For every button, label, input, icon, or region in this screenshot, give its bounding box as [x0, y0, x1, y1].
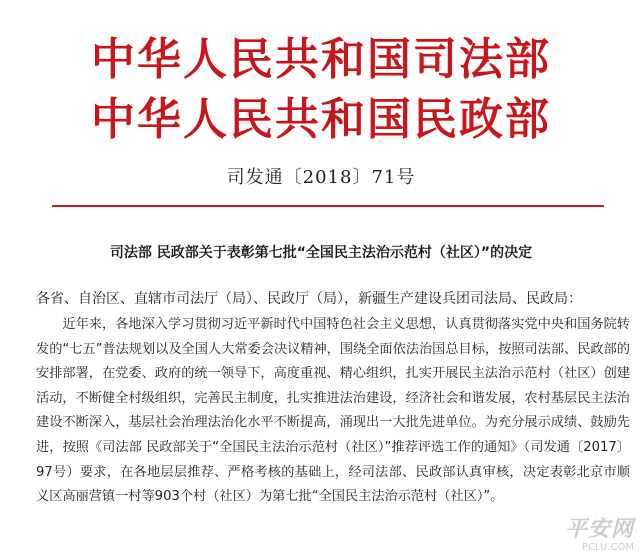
letterhead-ministry-of-civil-affairs: 中华人民共和国民政部	[91, 94, 551, 145]
letterhead-ministry-of-justice: 中华人民共和国司法部	[91, 34, 551, 85]
recipients-line: 各省、自治区、直辖市司法厅（局）、民政厅（局），新疆生产建设兵团司法局、民政局：	[36, 291, 582, 307]
site-watermark	[565, 518, 634, 554]
document-number: 司发通〔2018〕71号	[226, 167, 416, 188]
body-paragraph: 近年来，各地深入学习贯彻习近平新时代中国特色社会主义思想，认真贯彻落实党中央和国务院转发的“七五”普法规划以及全国人大常委会决议精神，围绕全面依法治国总目标，按照司法部、民政部的安排部署，在党委、政府的统一领导下，高度重视、精心组织，扎实开展民主法治示范村（社区）创建活动，不断健全村级组织，完善民主制度，扎实推进法治建设，经济社会和谐发展，农村基层民主法治建设不断深入，基层社会治理法治化水平不断提高，涌现出一大批先进单位。为充分展示成绩、鼓励先进，按照《司法部 民政部关于“全国民主法治示范村（社区）”推荐评选工作的通知》（司发通〔2017〕97号）要求，在各地层层推荐、严格考核的基础上，经司法部、民政部认真审核，决定表彰北京市顺义区高丽营镇一村等903个村（社区）为第七批“全国民主法治示范村（社区）”。	[36, 317, 630, 505]
red-divider	[52, 205, 604, 207]
watermark-url: PCLU.COM	[581, 542, 634, 553]
document-title: 司法部 民政部关于表彰第七批“全国民主法治示范村（社区）”的决定	[109, 245, 533, 261]
watermark-logo-text: 平安网	[564, 517, 634, 542]
